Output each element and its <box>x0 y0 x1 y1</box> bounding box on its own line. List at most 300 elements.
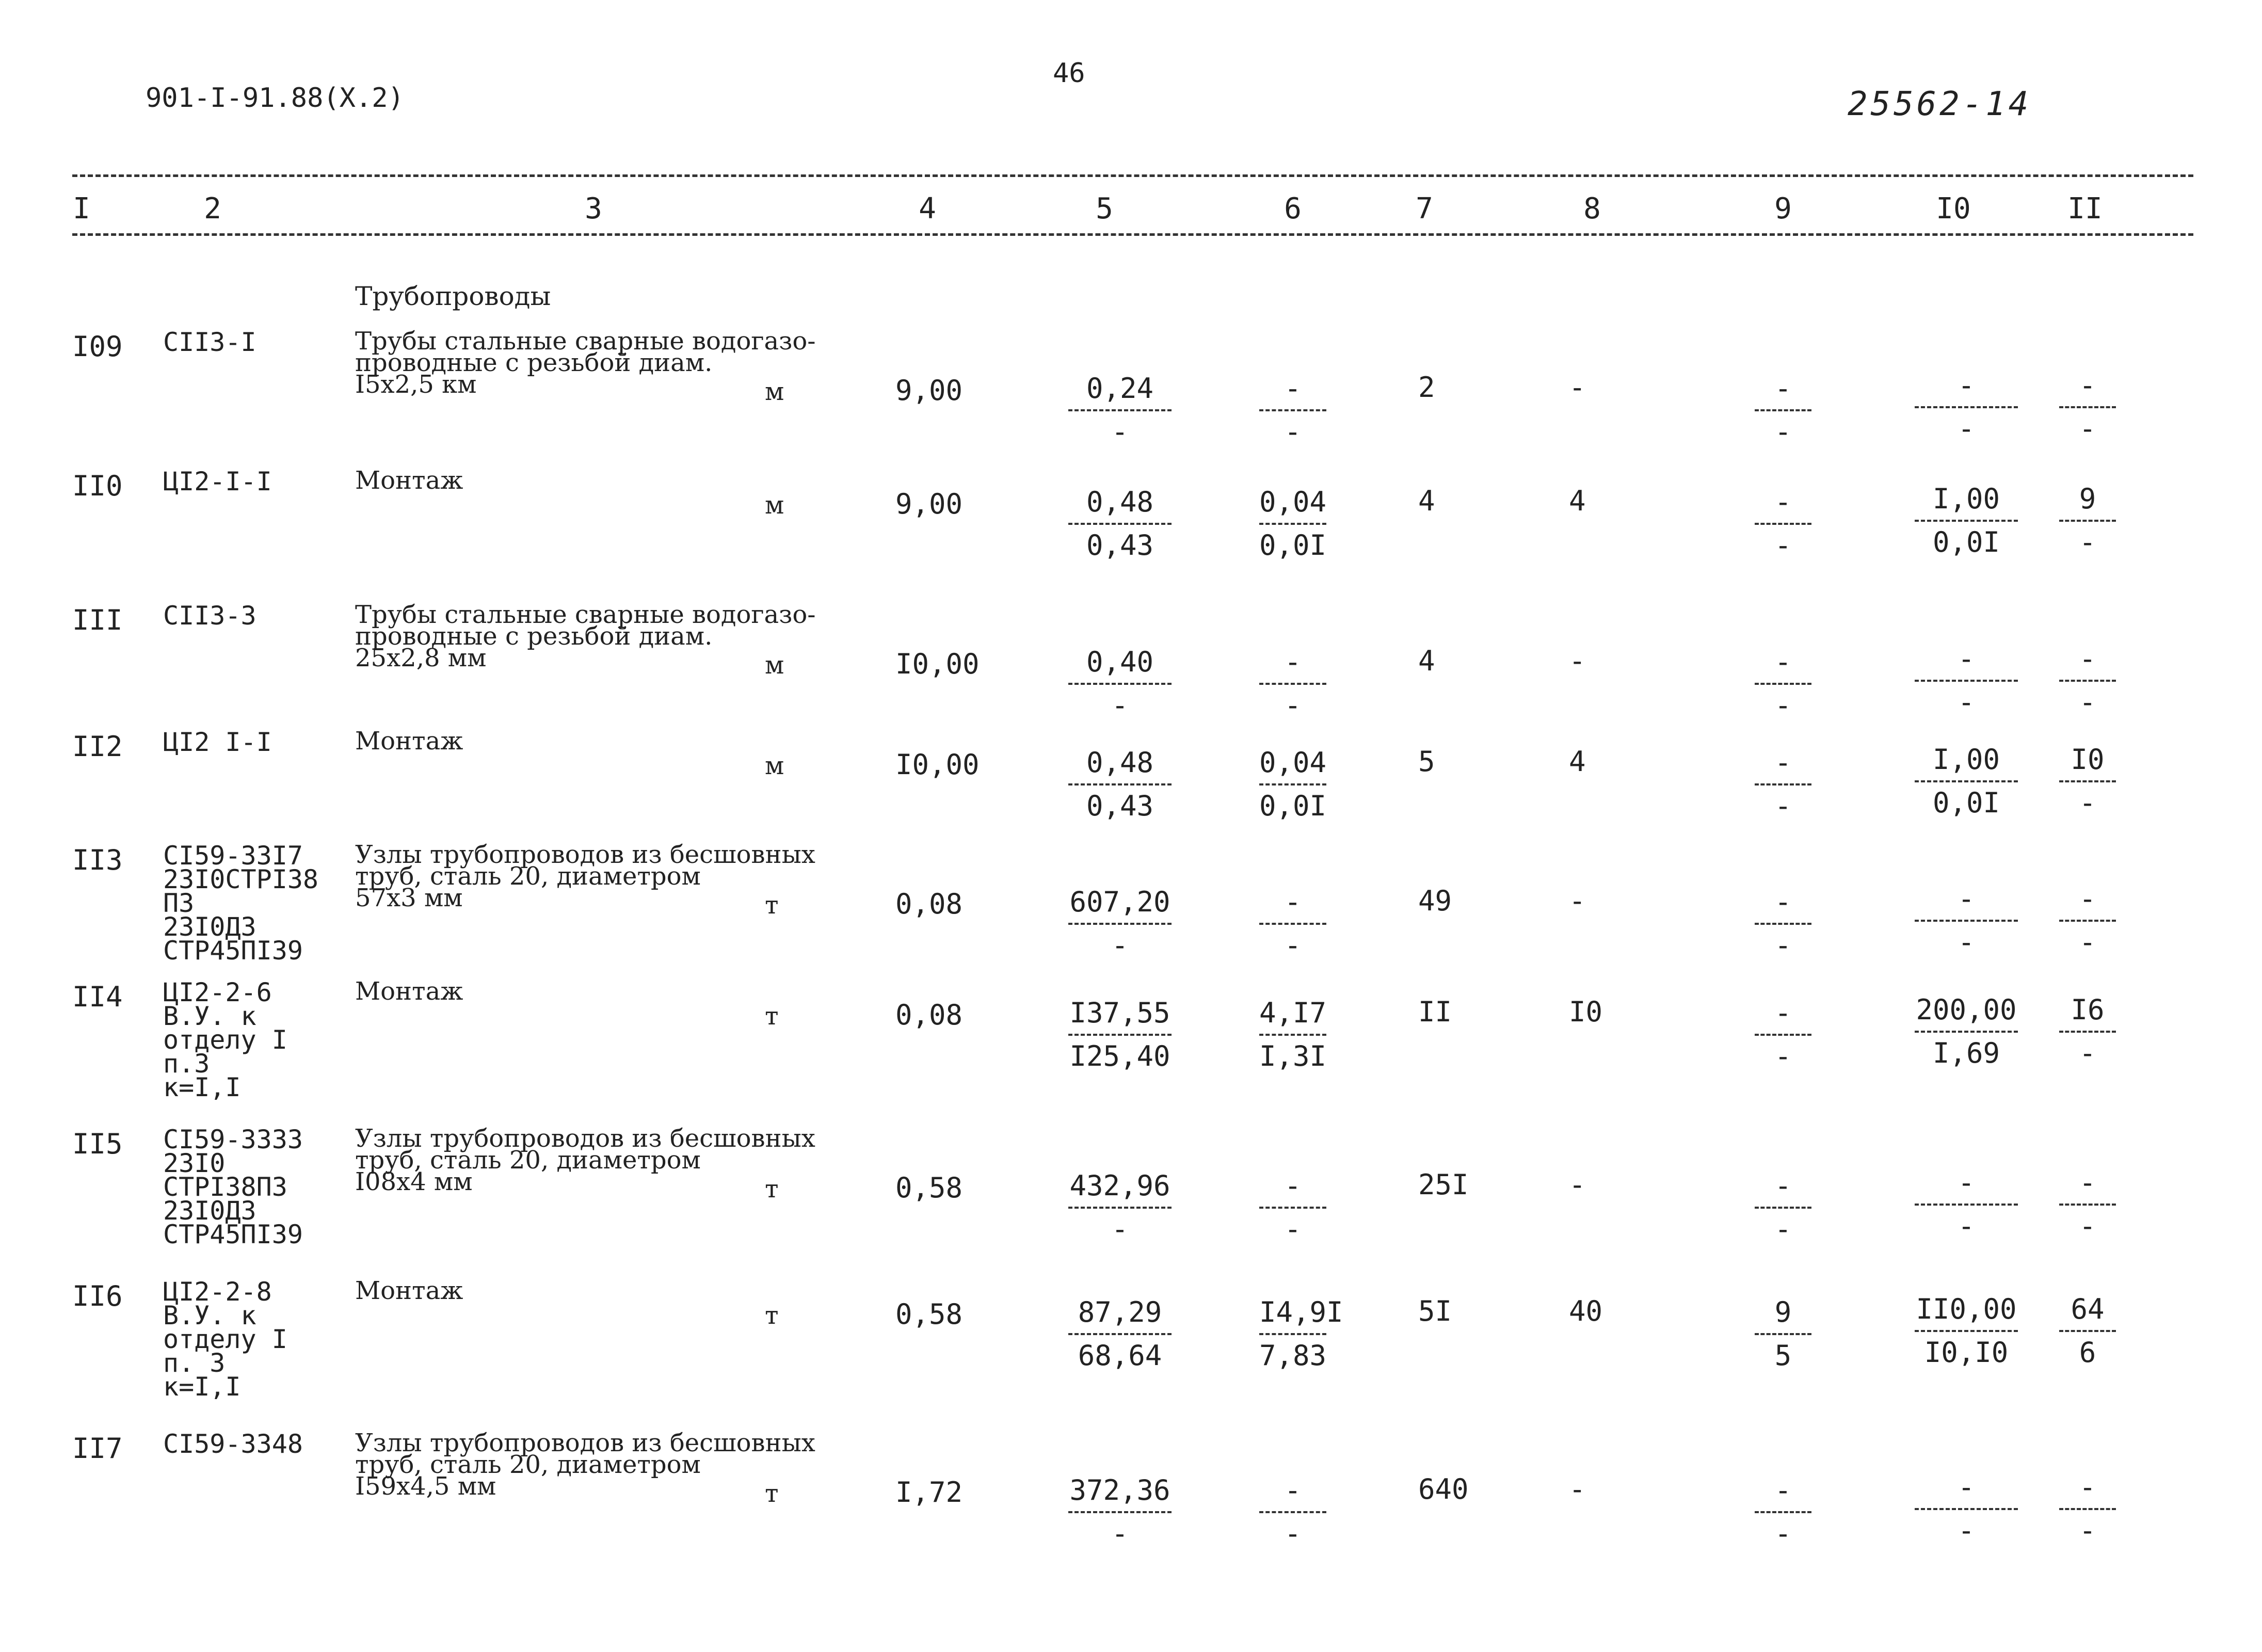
col11-value-denominator: - <box>2079 686 2096 718</box>
col10-value <box>1915 1473 2018 1545</box>
col5-value-divider <box>1068 1333 1172 1335</box>
col9-value-numerator: - <box>1774 1169 1792 1202</box>
col7-value: 25I <box>1418 1168 1469 1201</box>
col6-value-denominator: - <box>1284 1213 1302 1245</box>
col9-value <box>1755 648 1811 720</box>
col5-value-numerator: 607,20 <box>1069 886 1170 918</box>
col9-value <box>1755 888 1811 960</box>
price-code-line: отделу I <box>163 1025 287 1055</box>
col5-value <box>1068 999 1172 1071</box>
col5-value <box>1068 648 1172 720</box>
column-header-10: I0 <box>1936 192 1971 226</box>
col10-value-denominator: I0,I0 <box>1924 1336 2009 1369</box>
col5-value-divider <box>1068 1207 1172 1209</box>
price-code-line: CTP45ПI39 <box>163 1220 303 1249</box>
col7-value: 640 <box>1418 1473 1469 1505</box>
col5-value-numerator: 87,29 <box>1078 1296 1162 1328</box>
col6-value-divider <box>1259 1511 1326 1513</box>
work-name <box>355 600 816 672</box>
col11-value-divider <box>2059 520 2116 522</box>
col10-value <box>1915 993 2018 1069</box>
col11-value-numerator: - <box>2079 1166 2096 1199</box>
price-code-line: 23I0 <box>163 1148 226 1178</box>
col10-value-denominator: - <box>1958 926 1975 958</box>
col11-value <box>2059 993 2116 1069</box>
col6-value <box>1259 1476 1326 1548</box>
price-code-line: CI59-3348 <box>163 1429 303 1459</box>
col8-value: 40 <box>1569 1295 1603 1327</box>
col5-value <box>1068 374 1172 446</box>
col5-value <box>1068 1169 1172 1245</box>
price-code-line: к=I,I <box>163 1372 241 1402</box>
col5-value-divider <box>1068 409 1172 411</box>
col11-value-divider <box>2059 1508 2116 1510</box>
col9-value <box>1755 999 1811 1071</box>
col10-value-numerator: - <box>1958 883 1975 915</box>
row-number: II5 <box>72 1128 123 1160</box>
price-code-line: 23I0ДЗ <box>163 912 256 942</box>
col6-value-numerator: - <box>1284 886 1302 918</box>
work-name-line: Узлы трубопроводов из бесшовных <box>355 1429 815 1457</box>
col5-value <box>1068 888 1172 960</box>
col6-value-numerator: 4,I7 <box>1259 997 1327 1029</box>
unit: т <box>765 1301 779 1330</box>
row-number: II4 <box>72 981 123 1013</box>
col10-value-numerator: I,00 <box>1932 743 2000 776</box>
col9-value-numerator: - <box>1774 997 1792 1029</box>
col6-value-denominator: I,3I <box>1259 1040 1327 1072</box>
col8-value: - <box>1569 1473 1586 1505</box>
col10-value <box>1915 371 2018 443</box>
header-top-divider <box>72 174 2193 177</box>
price-code-line: CTPI38ПЗ <box>163 1172 287 1202</box>
work-name-line: I59x4,5 мм <box>355 1472 496 1501</box>
work-name <box>355 1276 463 1305</box>
col6-value-numerator: - <box>1284 372 1302 405</box>
col5-value-numerator: 372,36 <box>1069 1474 1170 1506</box>
col5-value-denominator: - <box>1111 929 1129 961</box>
column-header-6: 6 <box>1284 192 1302 226</box>
col11-value-divider <box>2059 680 2116 682</box>
col7-value: 5 <box>1418 745 1435 778</box>
col9-value-numerator: - <box>1774 646 1792 678</box>
col6-value-divider <box>1259 1207 1326 1209</box>
col10-value-divider <box>1915 1031 2018 1033</box>
col6-value-divider <box>1259 923 1326 925</box>
col6-value-denominator: - <box>1284 415 1302 448</box>
col11-value-divider <box>2059 920 2116 922</box>
col10-value-divider <box>1915 680 2018 682</box>
col5-value-divider <box>1068 523 1172 525</box>
quantity: 0,08 <box>895 999 963 1031</box>
price-code-line: ЦI2-I-I <box>163 467 272 496</box>
col10-value-numerator: II0,00 <box>1916 1293 2017 1325</box>
col8-value: I0 <box>1569 996 1603 1028</box>
work-name-line: Монтаж <box>355 977 463 1006</box>
col11-value-numerator: - <box>2079 883 2096 915</box>
price-code-line: CII3-3 <box>163 601 256 631</box>
work-name-line: проводные с резьбой диам. <box>355 622 713 651</box>
col11-value-numerator: I0 <box>2071 743 2105 776</box>
row-number: II7 <box>72 1432 123 1465</box>
col9-value-numerator: - <box>1774 372 1792 405</box>
col6-value <box>1259 374 1326 446</box>
col10-value-denominator: - <box>1958 686 1975 718</box>
work-name-line: 57x3 мм <box>355 884 463 912</box>
col10-value-numerator: - <box>1958 1166 1975 1199</box>
price-code-line: ЦI2-2-6 <box>163 977 272 1007</box>
quantity: 0,58 <box>895 1298 963 1330</box>
quantity: 0,08 <box>895 888 963 920</box>
col11-value-numerator: - <box>2079 1471 2096 1503</box>
row-number: II3 <box>72 844 123 876</box>
col10-value-divider <box>1915 1204 2018 1206</box>
col8-value: 4 <box>1569 745 1586 778</box>
work-name <box>355 727 463 756</box>
unit: м <box>765 651 784 680</box>
col9-value-numerator: - <box>1774 486 1792 518</box>
row-number: II6 <box>72 1280 123 1312</box>
col8-value: - <box>1569 1168 1586 1201</box>
col9-value-divider <box>1755 1034 1811 1036</box>
col10-value <box>1915 1168 2018 1241</box>
quantity: 9,00 <box>895 374 963 407</box>
col6-value <box>1259 888 1326 960</box>
col11-value-divider <box>2059 780 2116 782</box>
col10-value-numerator: - <box>1958 369 1975 402</box>
col5-value <box>1068 748 1172 821</box>
col9-value-denominator: - <box>1774 1213 1792 1245</box>
quantity: 9,00 <box>895 488 963 520</box>
quantity: I0,00 <box>895 748 980 781</box>
col6-value-divider <box>1259 683 1326 685</box>
col10-value-denominator: 0,0I <box>1932 526 2000 558</box>
col8-value: - <box>1569 371 1586 404</box>
col11-value-denominator: - <box>2079 1037 2096 1069</box>
price-code-line: CI59-33I7 <box>163 841 303 871</box>
col6-value <box>1259 999 1326 1071</box>
col11-value-denominator: - <box>2079 412 2096 445</box>
col5-value-numerator: 0,48 <box>1086 746 1154 779</box>
col10-value-numerator: I,00 <box>1932 483 2000 515</box>
col5-value-denominator: - <box>1111 1213 1129 1245</box>
col6-value-divider <box>1259 1333 1326 1335</box>
col11-value-numerator: - <box>2079 643 2096 675</box>
col10-value-denominator: I,69 <box>1932 1037 2000 1069</box>
work-name-line: Узлы трубопроводов из бесшовных <box>355 840 815 869</box>
quantity: I0,00 <box>895 648 980 680</box>
work-name-line: проводные с резьбой диам. <box>355 348 713 377</box>
quantity: 0,58 <box>895 1172 963 1204</box>
col10-value-denominator: - <box>1958 1210 1975 1242</box>
col7-value: 5I <box>1418 1295 1452 1327</box>
col9-value-numerator: - <box>1774 746 1792 779</box>
col9-value-denominator: - <box>1774 529 1792 562</box>
col11-value-denominator: - <box>2079 1514 2096 1547</box>
col5-value-denominator: - <box>1111 1517 1129 1550</box>
col6-value-numerator: 0,04 <box>1259 486 1327 518</box>
col6-value <box>1259 488 1326 560</box>
unit: м <box>765 491 784 520</box>
col6-value-denominator: 0,0I <box>1259 790 1327 822</box>
col9-value-divider <box>1755 1333 1811 1335</box>
column-header-1: I <box>73 192 90 226</box>
price-code-line: CI59-3333 <box>163 1125 303 1154</box>
col7-value: 2 <box>1418 371 1435 404</box>
col5-value-numerator: I37,55 <box>1069 997 1170 1029</box>
col6-value-numerator: - <box>1284 1169 1302 1202</box>
column-header-9: 9 <box>1774 192 1792 226</box>
price-code-line: ЦI2-2-8 <box>163 1277 272 1307</box>
col9-value-denominator: - <box>1774 1517 1792 1550</box>
work-name <box>355 327 816 399</box>
col5-value-divider <box>1068 783 1172 785</box>
col9-value-denominator: - <box>1774 790 1792 822</box>
col7-value: 4 <box>1418 645 1435 677</box>
col5-value <box>1068 1476 1172 1548</box>
column-header-5: 5 <box>1096 192 1113 226</box>
work-name-line: I08x4 мм <box>355 1167 473 1196</box>
col10-value-divider <box>1915 1330 2018 1332</box>
work-name <box>355 1429 815 1501</box>
col10-value <box>1915 885 2018 957</box>
col10-value-denominator: 0,0I <box>1932 787 2000 819</box>
work-name-line: Трубы стальные сварные водогазо- <box>355 600 816 629</box>
page-number: 46 <box>1053 58 1085 89</box>
col6-value-divider <box>1259 783 1326 785</box>
row-number: I09 <box>72 330 123 363</box>
col9-value-divider <box>1755 1511 1811 1513</box>
col10-value <box>1915 745 2018 817</box>
col5-value <box>1068 488 1172 560</box>
col6-value-numerator: - <box>1284 646 1302 678</box>
col8-value: 4 <box>1569 485 1586 517</box>
column-header-8: 8 <box>1583 192 1601 226</box>
col9-value-divider <box>1755 783 1811 785</box>
price-code-line: В.У. к <box>163 1001 256 1031</box>
col6-value-divider <box>1259 409 1326 411</box>
work-name-line: труб, сталь 20, диаметром <box>355 1146 701 1175</box>
col9-value <box>1755 1476 1811 1548</box>
column-header-2: 2 <box>204 192 221 226</box>
work-name-line: труб, сталь 20, диаметром <box>355 862 701 891</box>
price-code <box>163 977 287 1102</box>
work-name-line: I5x2,5 км <box>355 370 477 399</box>
work-name <box>355 840 815 912</box>
col6-value-denominator: - <box>1284 929 1302 961</box>
work-name <box>355 466 463 495</box>
work-name-line: Трубы стальные сварные водогазо- <box>355 327 816 356</box>
col11-value <box>2059 485 2116 557</box>
col9-value <box>1755 1169 1811 1245</box>
col11-value <box>2059 745 2116 817</box>
unit: т <box>765 1479 779 1508</box>
col6-value-numerator: I4,9I <box>1259 1296 1343 1328</box>
col6-value-divider <box>1259 523 1326 525</box>
col10-value <box>1915 645 2018 717</box>
row-number: II0 <box>72 470 123 502</box>
col9-value-numerator: - <box>1774 886 1792 918</box>
col9-value-denominator: - <box>1774 1040 1792 1072</box>
col5-value-divider <box>1068 923 1172 925</box>
col11-value-numerator: I6 <box>2071 993 2105 1026</box>
price-code <box>163 727 272 757</box>
price-code-line: CII3-I <box>163 327 256 357</box>
price-code <box>163 1429 303 1459</box>
col11-value-denominator: - <box>2079 787 2096 819</box>
col5-value-denominator: I25,40 <box>1069 1040 1170 1072</box>
col11-value <box>2059 1295 2116 1367</box>
column-header-3: 3 <box>585 192 602 226</box>
col6-value-denominator: 0,0I <box>1259 529 1327 562</box>
col6-value-denominator: - <box>1284 1517 1302 1550</box>
work-name <box>355 977 463 1006</box>
col11-value <box>2059 1168 2116 1241</box>
price-code-line: 23I0ДЗ <box>163 1196 256 1226</box>
col10-value-divider <box>1915 406 2018 408</box>
col11-value-numerator: 64 <box>2071 1293 2105 1325</box>
col9-value <box>1755 748 1811 821</box>
col9-value-denominator: - <box>1774 415 1792 448</box>
col10-value-divider <box>1915 1508 2018 1510</box>
col5-value-denominator: 0,43 <box>1086 790 1154 822</box>
col8-value: - <box>1569 645 1586 677</box>
price-code <box>163 601 256 631</box>
price-code <box>163 841 319 966</box>
col9-value-denominator: 5 <box>1774 1339 1792 1372</box>
col10-value-numerator: - <box>1958 1471 1975 1503</box>
col6-value <box>1259 1296 1343 1372</box>
col6-value-numerator: - <box>1284 1474 1302 1506</box>
col10-value-numerator: 200,00 <box>1916 993 2017 1026</box>
quantity: I,72 <box>895 1476 963 1509</box>
col9-value-numerator: 9 <box>1774 1296 1792 1328</box>
col5-value-divider <box>1068 1511 1172 1513</box>
work-name-line: 25x2,8 мм <box>355 644 487 672</box>
col10-value-divider <box>1915 780 2018 782</box>
col6-value <box>1259 1169 1326 1245</box>
col5-value-denominator: - <box>1111 415 1129 448</box>
col10-value-divider <box>1915 920 2018 922</box>
column-header-11: II <box>2067 192 2103 226</box>
col5-value-denominator: 0,43 <box>1086 529 1154 562</box>
price-code <box>163 467 272 496</box>
work-name-line: Узлы трубопроводов из бесшовных <box>355 1124 815 1153</box>
col5-value-numerator: 0,48 <box>1086 486 1154 518</box>
col9-value-divider <box>1755 923 1811 925</box>
sheet-number: 25562-14 <box>1848 85 2032 123</box>
work-name-line: Монтаж <box>355 1276 463 1305</box>
col5-value-denominator: 68,64 <box>1078 1339 1162 1372</box>
price-code-line: CTP45ПI39 <box>163 936 303 966</box>
col9-value <box>1755 488 1811 560</box>
col5-value-denominator: - <box>1111 689 1129 721</box>
col11-value-divider <box>2059 1204 2116 1206</box>
col9-value-divider <box>1755 409 1811 411</box>
col5-value <box>1068 1298 1172 1370</box>
col11-value <box>2059 371 2116 443</box>
col6-value <box>1259 648 1326 720</box>
unit: т <box>765 1002 779 1031</box>
col11-value-denominator: - <box>2079 526 2096 558</box>
price-code-line: В.У. к <box>163 1301 256 1330</box>
col11-value-divider <box>2059 1330 2116 1332</box>
col6-value-denominator: - <box>1284 689 1302 721</box>
col9-value-denominator: - <box>1774 929 1792 961</box>
col9-value <box>1755 374 1811 446</box>
work-name <box>355 1124 815 1196</box>
header-bottom-divider <box>72 233 2193 236</box>
col8-value: - <box>1569 885 1586 917</box>
work-name-line: труб, сталь 20, диаметром <box>355 1450 701 1479</box>
col10-value-numerator: - <box>1958 643 1975 675</box>
col11-value <box>2059 645 2116 717</box>
column-header-4: 4 <box>919 192 936 226</box>
col6-value <box>1259 748 1326 821</box>
col11-value-divider <box>2059 406 2116 408</box>
col5-value-divider <box>1068 683 1172 685</box>
col11-value-numerator: - <box>2079 369 2096 402</box>
col10-value-denominator: - <box>1958 412 1975 445</box>
row-number: II2 <box>72 730 123 763</box>
col9-value-numerator: - <box>1774 1474 1792 1506</box>
col11-value <box>2059 1473 2116 1545</box>
col5-value-divider <box>1068 1034 1172 1036</box>
col7-value: II <box>1418 996 1452 1028</box>
col10-value <box>1915 1295 2018 1367</box>
col11-value-denominator: - <box>2079 1210 2096 1242</box>
price-code-line: п. 3 <box>163 1348 226 1378</box>
col10-value-divider <box>1915 520 2018 522</box>
document-code: 901-I-91.88(X.2) <box>146 83 404 114</box>
col5-value-numerator: 0,24 <box>1086 372 1154 405</box>
col11-value-denominator: 6 <box>2079 1336 2096 1369</box>
column-header-7: 7 <box>1416 192 1433 226</box>
col6-value-divider <box>1259 1034 1326 1036</box>
col5-value-numerator: 432,96 <box>1069 1169 1170 1202</box>
price-code <box>163 1125 303 1249</box>
price-code <box>163 1277 287 1402</box>
row-number: III <box>72 604 123 636</box>
unit: м <box>765 377 784 406</box>
col9-value-denominator: - <box>1774 689 1792 721</box>
col7-value: 4 <box>1418 485 1435 517</box>
unit: м <box>765 751 784 780</box>
unit: т <box>765 1175 779 1204</box>
col7-value: 49 <box>1418 885 1452 917</box>
price-code-line: ПЗ <box>163 888 195 918</box>
col9-value-divider <box>1755 1207 1811 1209</box>
col11-value-denominator: - <box>2079 926 2096 958</box>
price-code-line: п.3 <box>163 1049 210 1079</box>
col9-value-divider <box>1755 523 1811 525</box>
unit: т <box>765 891 779 920</box>
price-code-line: к=I,I <box>163 1072 241 1102</box>
work-name-line: Монтаж <box>355 727 463 756</box>
col5-value-numerator: 0,40 <box>1086 646 1154 678</box>
price-code-line: отделу I <box>163 1324 287 1354</box>
col6-value-numerator: 0,04 <box>1259 746 1327 779</box>
col11-value <box>2059 885 2116 957</box>
work-name-line: Монтаж <box>355 466 463 495</box>
col9-value <box>1755 1298 1811 1370</box>
col11-value-numerator: 9 <box>2079 483 2096 515</box>
col10-value <box>1915 485 2018 557</box>
price-code-line: 23I0CTPI38 <box>163 864 319 894</box>
section-title: Трубопроводы <box>355 281 551 311</box>
col9-value-divider <box>1755 683 1811 685</box>
col6-value-denominator: 7,83 <box>1259 1339 1327 1372</box>
